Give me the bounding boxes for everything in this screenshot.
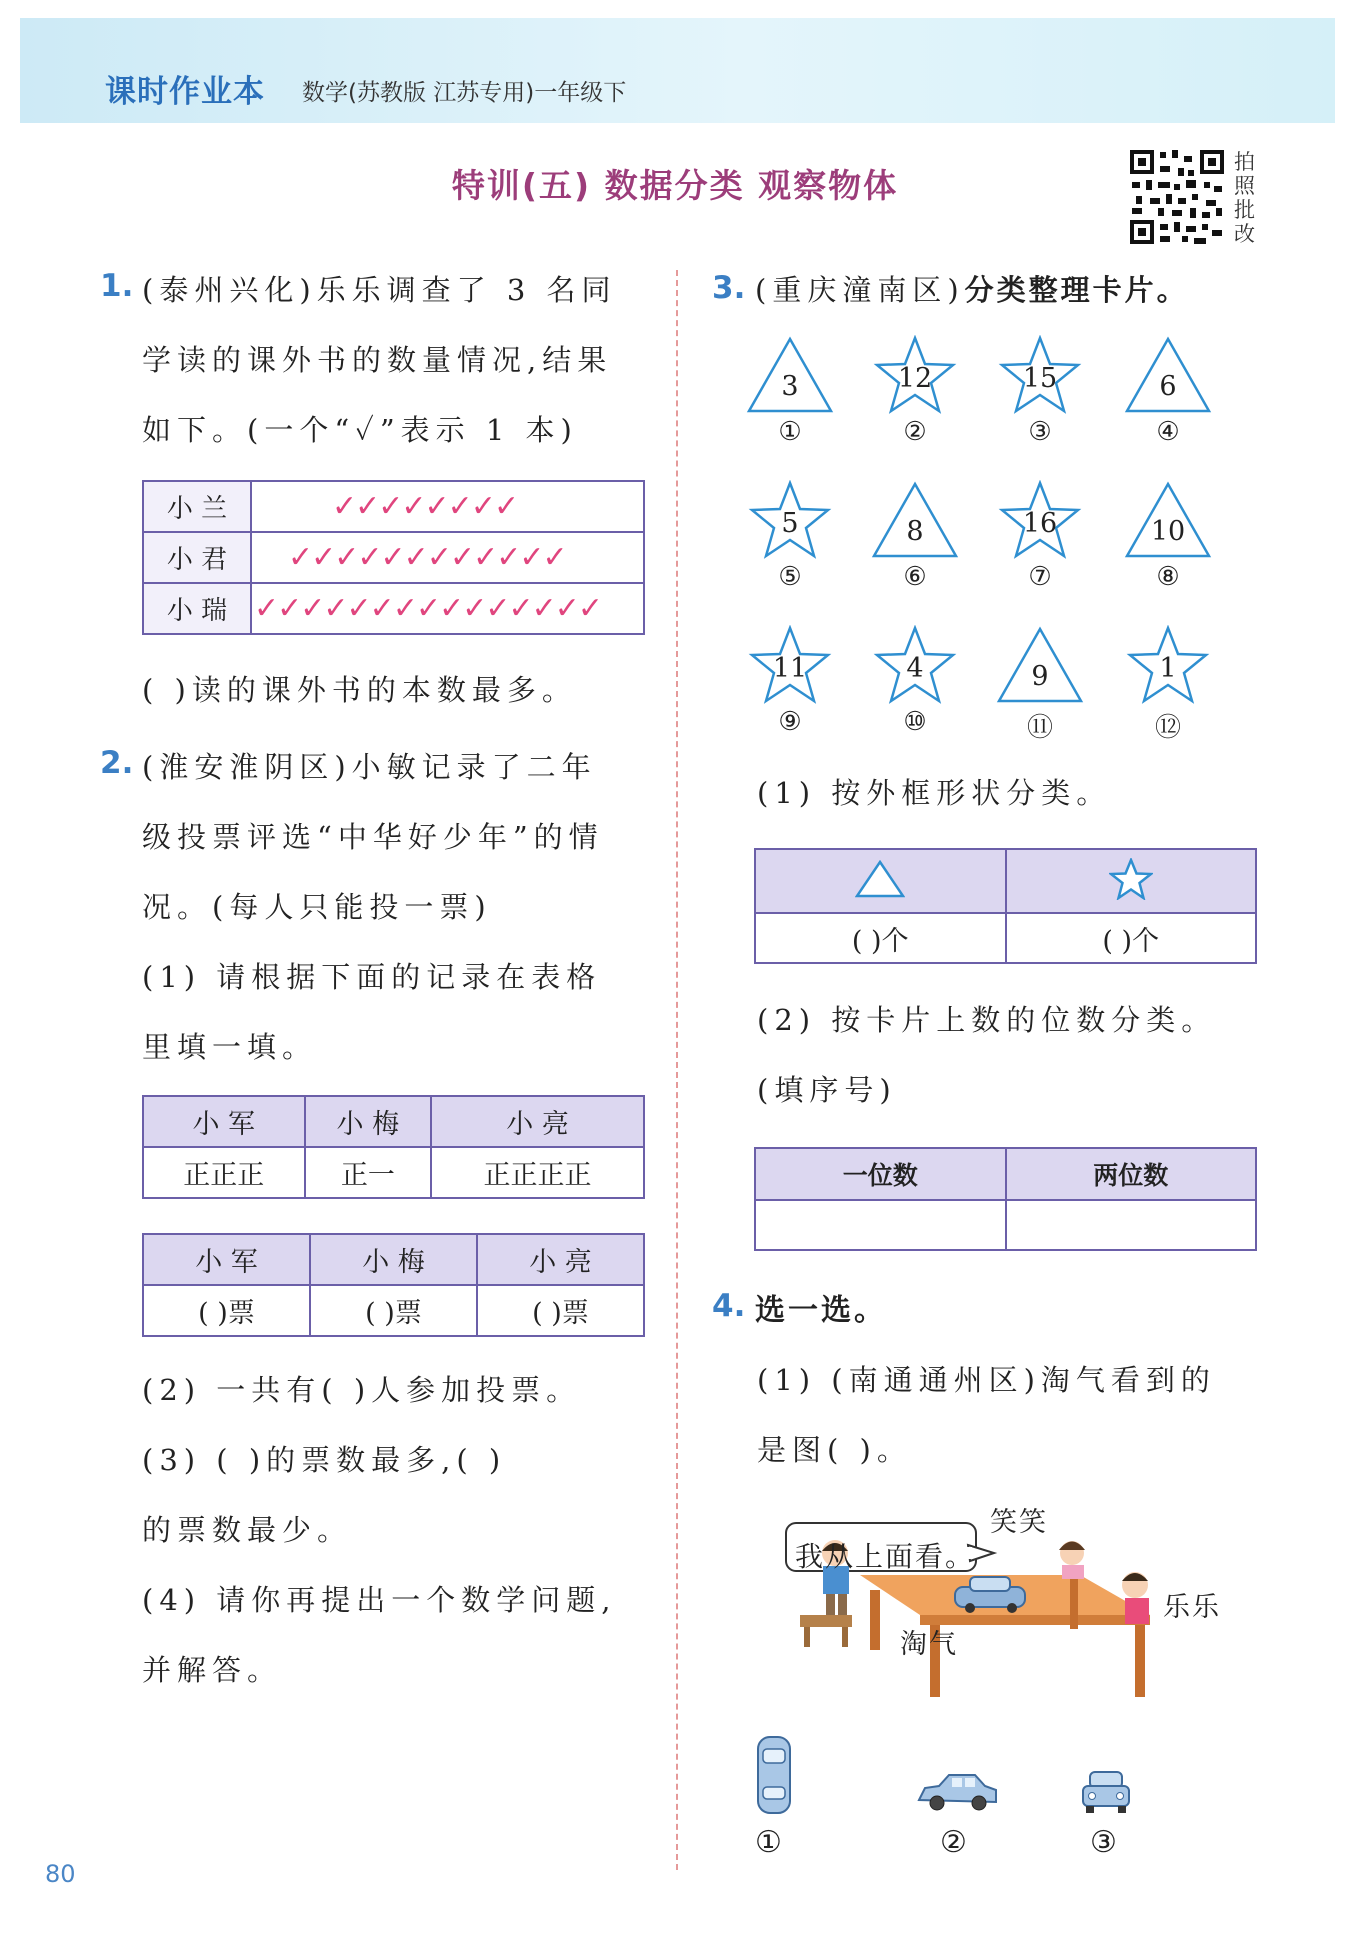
q2-sub1-line-2: 里填一填。 — [142, 1030, 318, 1064]
q2-votes-blank[interactable]: ( )票 — [143, 1285, 310, 1336]
q3-star-count[interactable]: ( )个 — [1006, 913, 1257, 963]
q2-tally-table — [142, 1095, 645, 1199]
star-icon — [1006, 849, 1257, 913]
card-triangle — [1123, 480, 1213, 592]
page-number: 80 — [45, 1860, 76, 1888]
triangle-icon — [755, 849, 1006, 913]
card-value: 12 — [897, 363, 933, 394]
q2-votes-table — [142, 1233, 645, 1337]
q3-card-grid — [745, 335, 1265, 755]
q2-name-cell: 小 军 — [143, 1234, 310, 1285]
q3-intro — [755, 255, 1189, 325]
option-2-label: ② — [940, 1825, 967, 1860]
q2-sub3-line-2: 的票数最少。 — [142, 1513, 353, 1547]
label-lele: 乐乐 — [1163, 1592, 1221, 1623]
q3-instruction: 分类整理卡片。 — [964, 273, 1189, 307]
q2-line-1: (淮安淮阴区)小敏记录了二年 — [142, 750, 597, 784]
card-index: ⑤ — [778, 562, 802, 592]
card-star — [1123, 625, 1213, 743]
car-side-view-image[interactable] — [915, 1770, 1000, 1814]
q1-checks-cell: ✓✓✓✓✓✓✓✓ — [251, 481, 644, 532]
card-value: 16 — [1022, 508, 1058, 539]
card-index: ③ — [1028, 417, 1052, 447]
q2-tally-cell: 正正正 — [143, 1147, 305, 1198]
card-index: ⑧ — [1156, 562, 1180, 592]
q4-number: 4. — [712, 1288, 746, 1324]
qr-code-icon[interactable] — [1128, 148, 1226, 246]
q3-two-digit-head: 两位数 — [1006, 1148, 1257, 1200]
card-index: ⑦ — [1028, 562, 1052, 592]
q1-check-table — [142, 480, 645, 635]
card-star — [870, 335, 960, 447]
q4-instruction: 选一选。 — [755, 1293, 887, 1328]
card-value: 10 — [1150, 516, 1186, 547]
q2-tally-cell: 正正正正 — [431, 1147, 644, 1198]
q1-checks-cell: ✓✓✓✓✓✓✓✓✓✓✓✓✓✓✓ — [251, 583, 644, 634]
card-value: 11 — [772, 653, 808, 684]
q2-name-cell: 小 军 — [143, 1096, 305, 1147]
card-index: ④ — [1156, 417, 1180, 447]
q3-one-digit-head: 一位数 — [755, 1148, 1006, 1200]
q4-sub1-line-1: (1) (南通通州区)淘气看到的 — [757, 1363, 1216, 1397]
speech-bubble-text: 我从上面看。 — [795, 1540, 976, 1573]
card-value: 9 — [1031, 661, 1049, 692]
card-triangle — [1123, 335, 1213, 447]
q4-sub1-line-2: 是图( )。 — [757, 1433, 912, 1467]
book-brand: 课时作业本 — [105, 74, 265, 110]
card-value: 15 — [1022, 363, 1058, 394]
option-3-label: ③ — [1090, 1825, 1117, 1860]
q2-name-cell: 小 亮 — [477, 1234, 644, 1285]
q1-name-cell: 小 瑞 — [143, 583, 251, 634]
card-index: ⑩ — [903, 707, 927, 737]
q1-name-cell: 小 兰 — [143, 481, 251, 532]
q2-name-cell: 小 梅 — [305, 1096, 432, 1147]
q3-two-digit-blank[interactable] — [1006, 1200, 1257, 1250]
card-index: ② — [903, 417, 927, 447]
q3-one-digit-blank[interactable] — [755, 1200, 1006, 1250]
card-value: 1 — [1159, 653, 1177, 684]
qr-label: 拍照批改 — [1234, 150, 1255, 246]
q1-name-cell: 小 君 — [143, 532, 251, 583]
q3-sub1: (1) 按外框形状分类。 — [757, 776, 1112, 810]
q2-votes-blank[interactable]: ( )票 — [477, 1285, 644, 1336]
q1-line-2: 学读的课外书的数量情况,结果 — [142, 343, 613, 377]
car-top-view-image[interactable] — [756, 1735, 792, 1817]
q3-source: (重庆潼南区) — [755, 273, 965, 307]
q2-number: 2. — [100, 745, 134, 781]
q2-sub4-line-1: (4) 请你再提出一个数学问题, — [142, 1583, 617, 1617]
q3-digit-table — [754, 1147, 1257, 1251]
q2-name-cell: 小 亮 — [431, 1096, 644, 1147]
q2-votes-blank[interactable]: ( )票 — [310, 1285, 477, 1336]
card-value: 6 — [1159, 371, 1177, 402]
card-index: ⑪ — [1026, 713, 1053, 743]
card-star — [745, 625, 835, 737]
card-star — [995, 480, 1085, 592]
q2-sub3-line-1: (3) ( )的票数最多,( ) — [142, 1443, 507, 1477]
q1-line-3: 如下。(一个“✓”表示 1 本) — [142, 413, 578, 447]
q3-number: 3. — [712, 270, 746, 306]
q2-sub2: (2) 一共有( )人参加投票。 — [142, 1373, 582, 1407]
q2-line-3: 况。(每人只能投一票) — [142, 890, 492, 924]
label-xiaoxiao: 笑笑 — [990, 1507, 1048, 1538]
q2-sub1-line-1: (1) 请根据下面的记录在表格 — [142, 960, 602, 994]
card-triangle — [745, 335, 835, 447]
card-star — [745, 480, 835, 592]
card-index: ⑥ — [903, 562, 927, 592]
q3-sub2-line-2: (填序号) — [757, 1073, 897, 1107]
q2-name-cell: 小 梅 — [310, 1234, 477, 1285]
card-value: 4 — [906, 653, 924, 684]
book-subject: 数学(苏教版 江苏专用)一年级下 — [302, 80, 627, 106]
q1-number: 1. — [100, 268, 134, 304]
card-star — [995, 335, 1085, 447]
page-title: 特训(五) 数据分类 观察物体 — [451, 166, 899, 205]
column-divider — [676, 270, 678, 1870]
option-1-label: ① — [755, 1825, 782, 1860]
card-index: ① — [778, 417, 802, 447]
card-triangle — [995, 625, 1085, 743]
q1-answer: ( )读的课外书的本数最多。 — [142, 673, 577, 707]
card-value: 8 — [906, 516, 924, 547]
q3-sub2-line-1: (2) 按卡片上数的位数分类。 — [757, 1003, 1217, 1037]
card-index: ⑫ — [1154, 713, 1181, 743]
q2-sub4-line-2: 并解答。 — [142, 1653, 283, 1687]
label-taoqi: 淘气 — [900, 1629, 958, 1660]
q1-line-1: (泰州兴化)乐乐调查了 3 名同 — [142, 273, 617, 307]
q3-triangle-count[interactable]: ( )个 — [755, 913, 1006, 963]
car-front-view-image[interactable] — [1080, 1768, 1132, 1816]
card-value: 3 — [781, 371, 799, 402]
card-index: ⑨ — [778, 707, 802, 737]
q3-shape-table — [754, 848, 1257, 964]
card-value: 5 — [781, 508, 799, 539]
q1-checks-cell: ✓✓✓✓✓✓✓✓✓✓✓✓ — [251, 532, 644, 583]
q2-line-2: 级投票评选“中华好少年”的情 — [142, 820, 604, 854]
card-star — [870, 625, 960, 737]
q2-tally-cell: 正一 — [305, 1147, 432, 1198]
card-triangle — [870, 480, 960, 592]
